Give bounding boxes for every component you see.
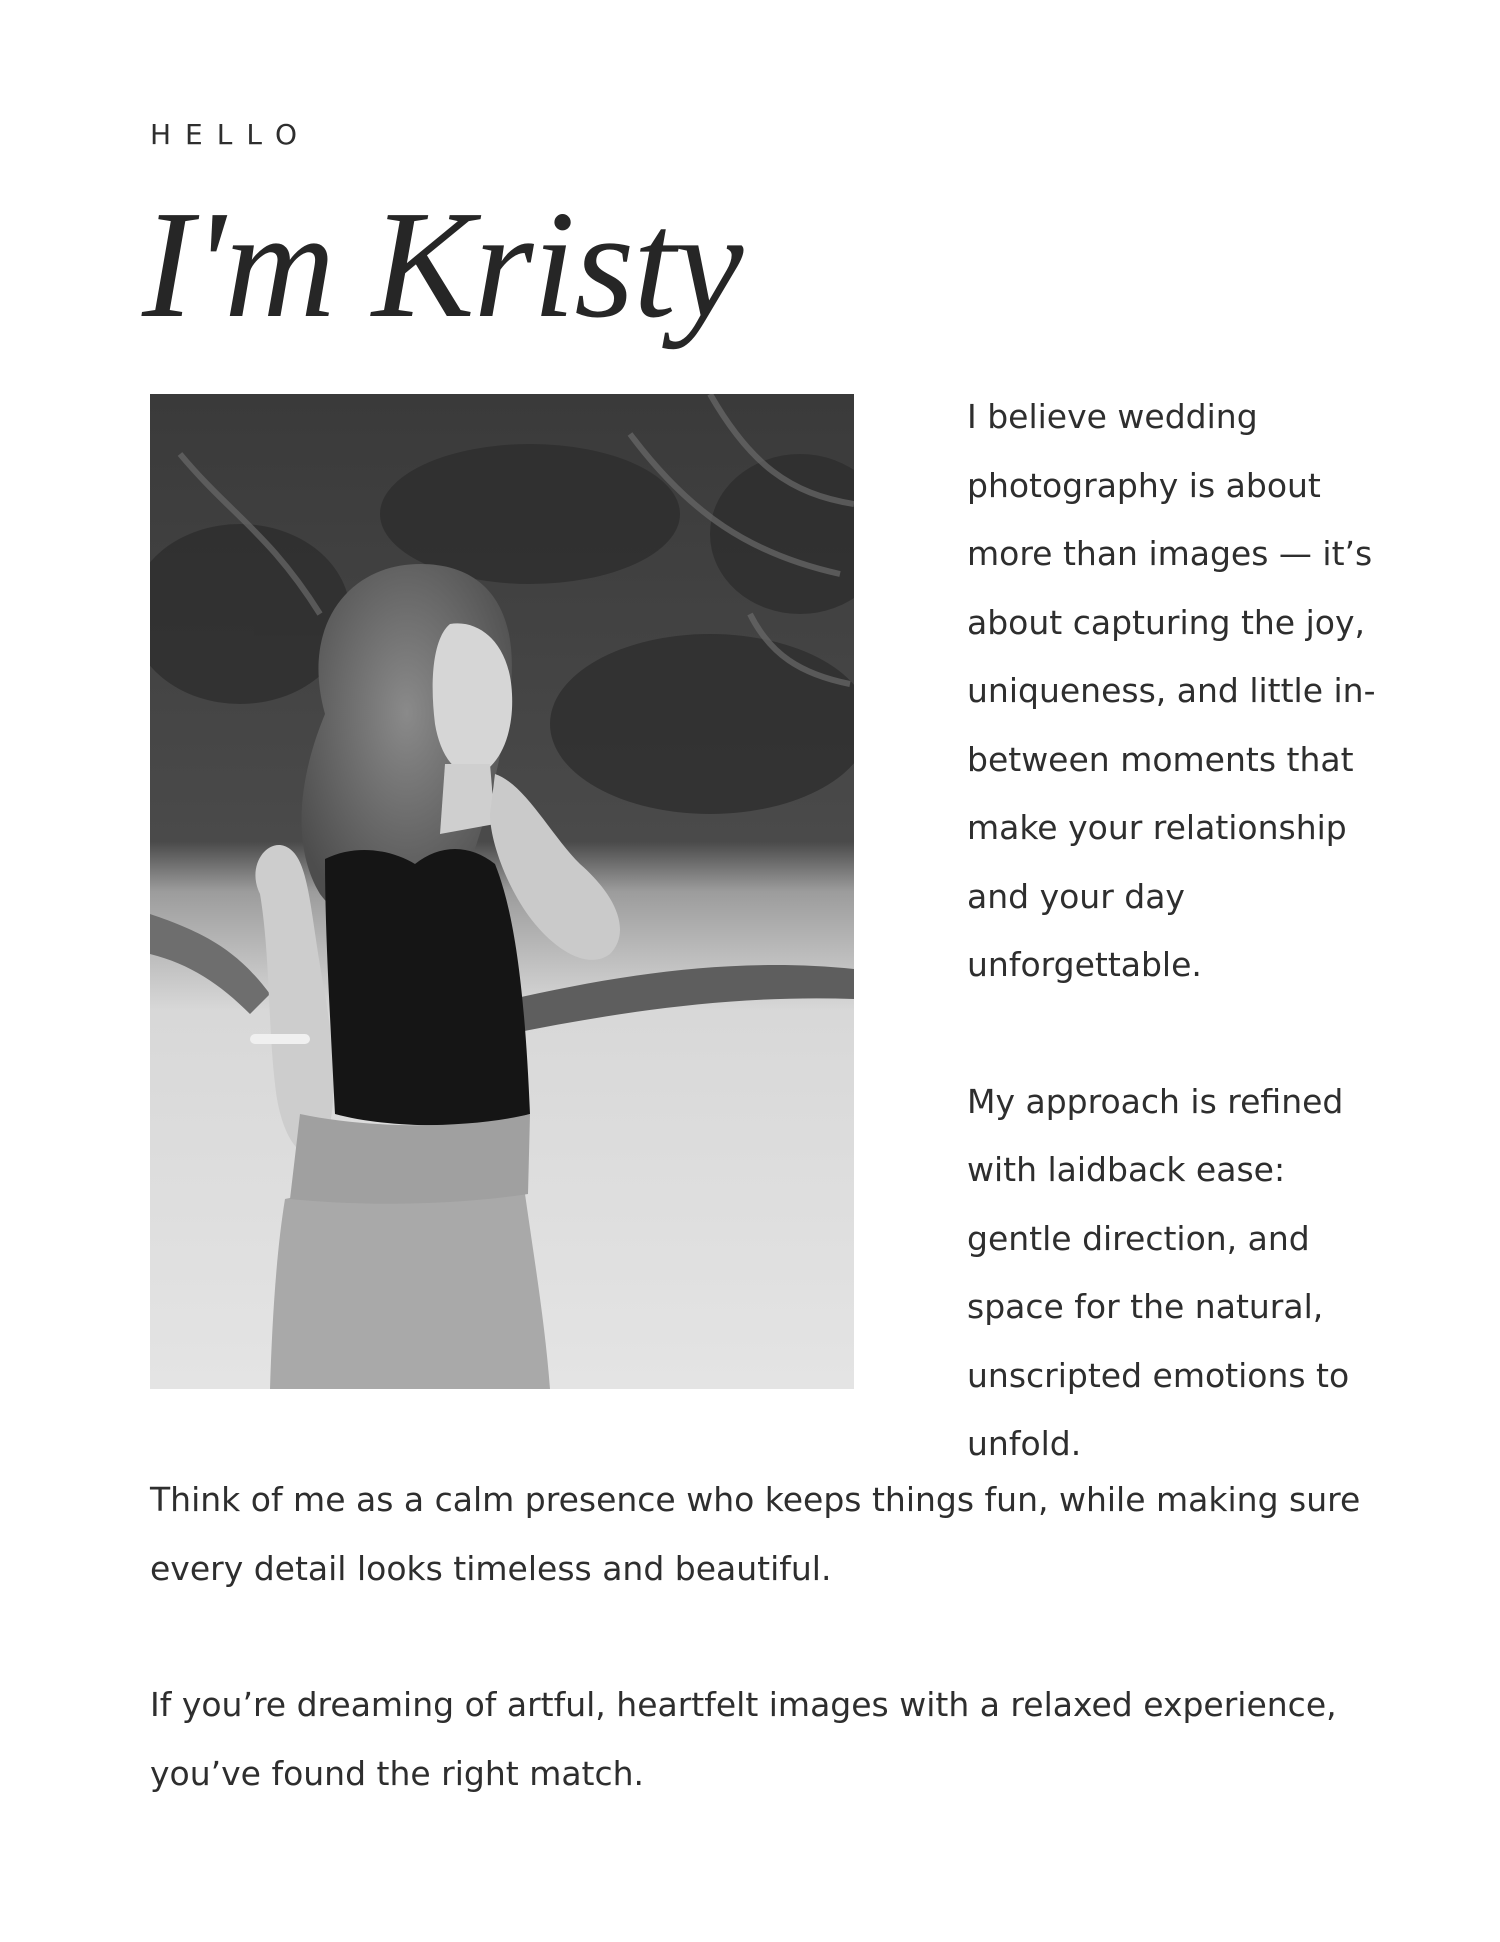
match-paragraph: If you’re dreaming of artful, heartfelt images with a relaxed experience, you’ve found the right match. bbox=[150, 1685, 1337, 1793]
intro-column bbox=[967, 383, 1387, 1547]
page-title: I'm Kristy bbox=[142, 180, 743, 350]
intro-paragraph: I believe wedding photography is about more than images — it’s about capturing the joy, uniqueness, and little in-between moments that make your relationship and your day unforgettable. bbox=[967, 397, 1376, 984]
eyebrow-label: HELLO bbox=[150, 118, 311, 151]
closing-section bbox=[150, 1466, 1390, 1876]
approach-paragraph: My approach is refined with laidback ease: gentle direction, and space for the natural, unscripted emotions to unfold. bbox=[967, 1081, 1350, 1463]
presence-paragraph: Think of me as a calm presence who keeps things fun, while making sure every detail looks timeless and beautiful. bbox=[150, 1480, 1361, 1588]
portrait-photo bbox=[150, 394, 854, 1389]
